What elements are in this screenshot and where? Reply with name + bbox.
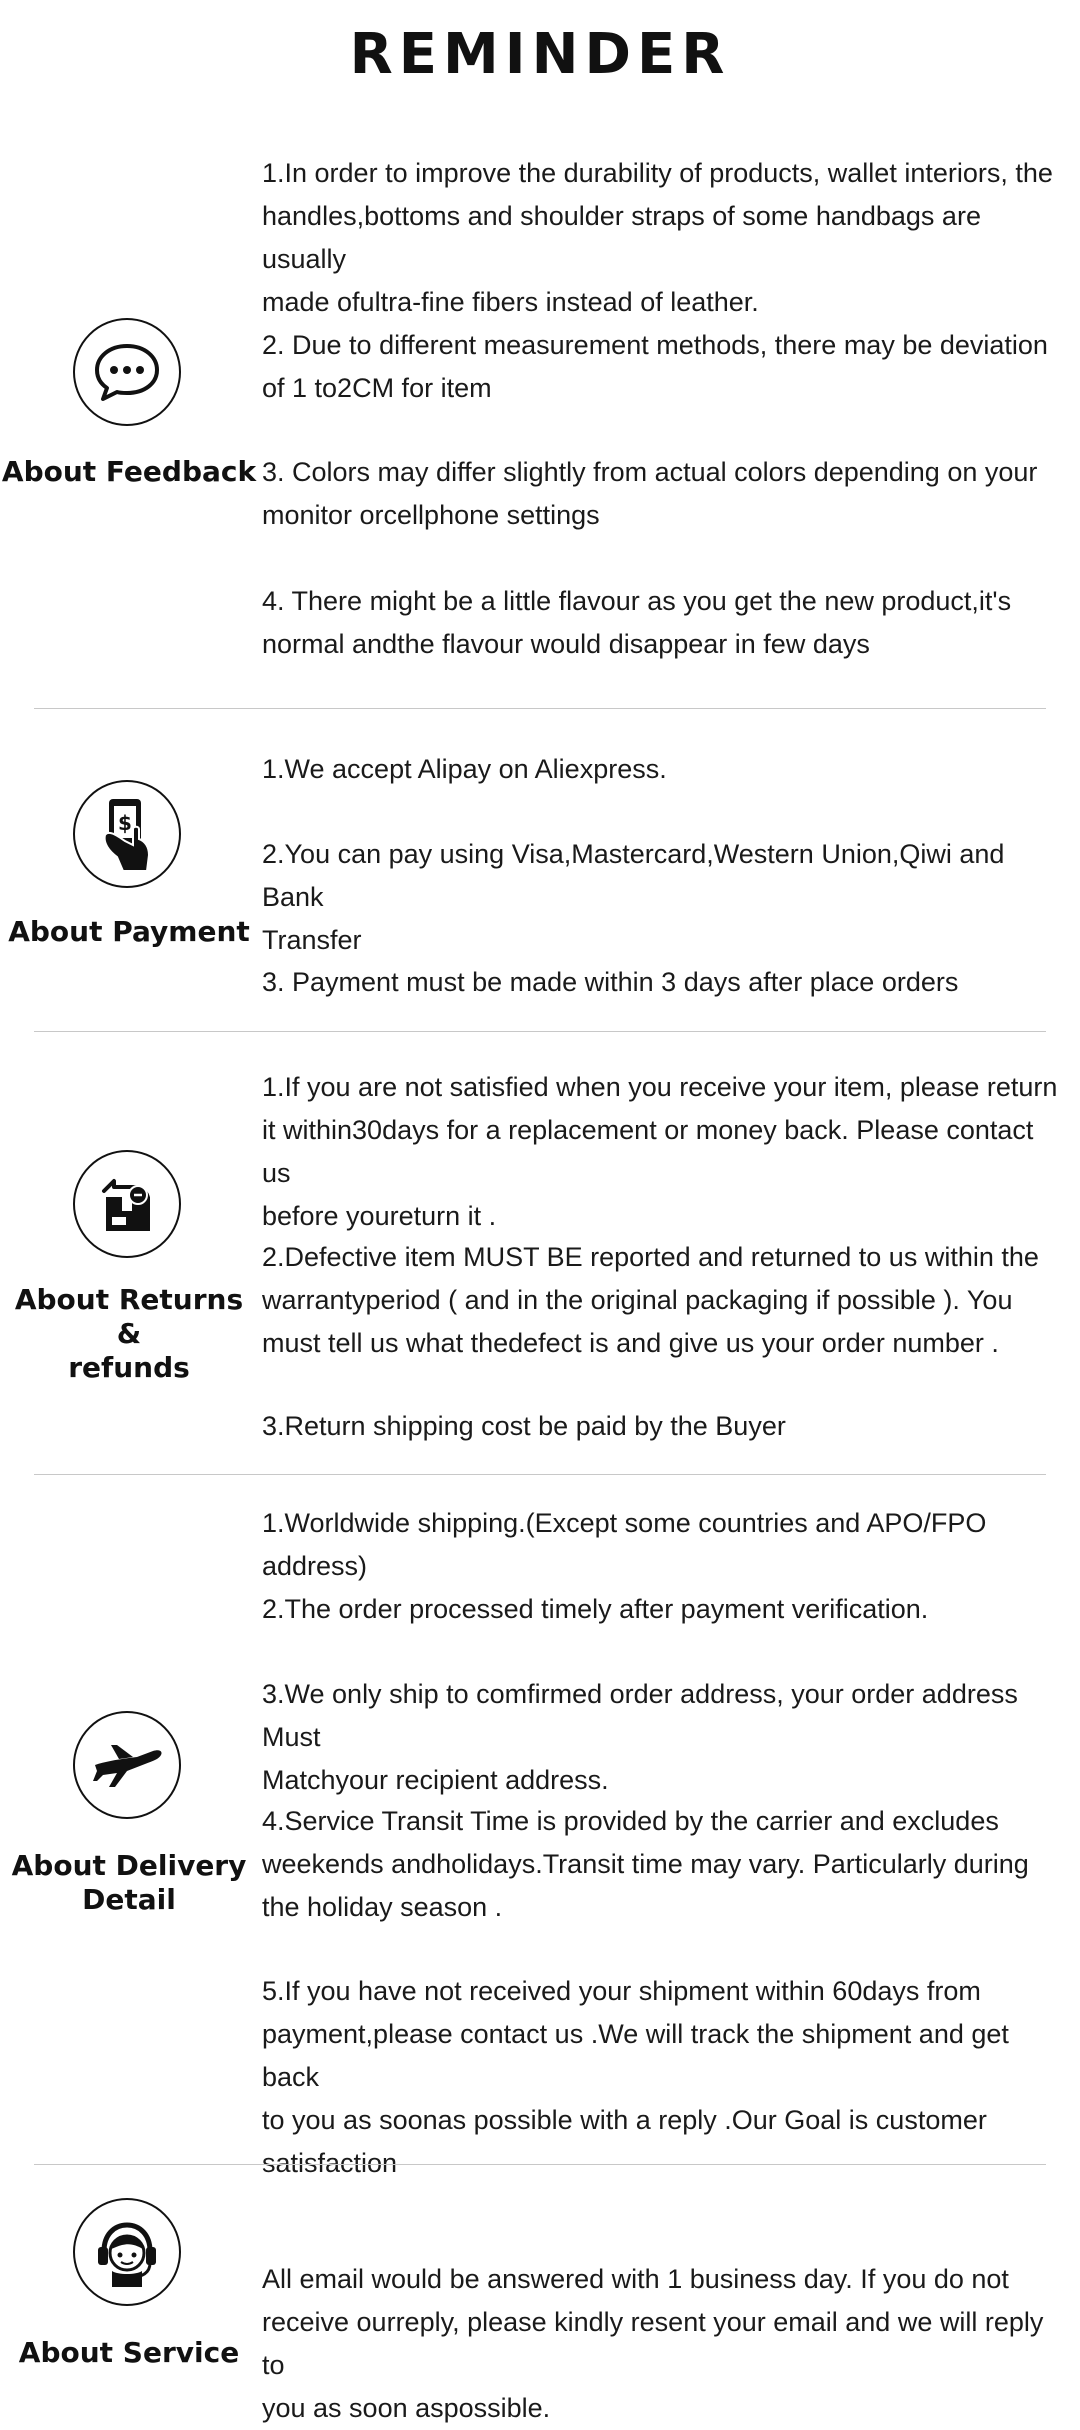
returns-item-1: 1.If you are not satisfied when you receive your item, please return it within30days for a replacement or money back. Please contact us before youreturn it .: [262, 1072, 1058, 1231]
returns-item-2: 2.Defective item MUST BE reported and returned to us within the warrantyperiod ( and in the original packaging if possible ). You must tell us what thedefect is and give us your order number .: [262, 1242, 1039, 1358]
payment-item-3: 3. Payment must be made within 3 days after place orders: [262, 967, 959, 997]
section-label-returns: [0, 1283, 258, 1385]
section-label-returns-line-1: About Returns: [14, 1283, 244, 1316]
payment-item-1: 1.We accept Alipay on Aliexpress.: [262, 754, 667, 784]
delivery-item-5: 5.If you have not received your shipment within 60days from payment,please contact us .We will track the shipment and get back to you as soonas possible with a reply .Our Goal is customer satisfaction: [262, 1976, 1009, 2178]
section-label-returns-line-2: &: [116, 1317, 142, 1350]
section-label-delivery-line-1: About Delivery: [11, 1849, 247, 1882]
delivery-item-4: 4.Service Transit Time is provided by the carrier and excludes weekends andholidays.Transit time may vary. Particularly during the holiday season .: [262, 1806, 1029, 1922]
delivery-item-2: 2.The order processed timely after payment verification.: [262, 1594, 929, 1624]
headset-agent-icon: [73, 2198, 181, 2306]
page-title: REMINDER: [349, 22, 731, 87]
feedback-item-2: 2. Due to different measurement methods, there may be deviation of 1 to2CM for item: [262, 330, 1048, 403]
section-label-returns-line-3: refunds: [68, 1351, 190, 1384]
section-divider: [34, 2164, 1046, 2165]
delivery-item-1: 1.Worldwide shipping.(Except some countries and APO/FPO address): [262, 1508, 987, 1581]
section-divider: [34, 708, 1046, 709]
return-box-icon: [73, 1150, 181, 1258]
section-label-service: About Service: [18, 2336, 240, 2369]
section-label-feedback: About Feedback: [1, 455, 257, 488]
section-label-payment: About Payment: [8, 915, 250, 948]
svg-text:$: $: [118, 811, 132, 835]
payment-item-2: 2.You can pay using Visa,Mastercard,Western Union,Qiwi and Bank Transfer: [262, 839, 1005, 955]
section-label-delivery-line-2: Detail: [82, 1883, 176, 1916]
feedback-item-1: 1.In order to improve the durability of products, wallet interiors, the handles,bottoms and shoulder straps of some handbags are usually made ofultra-fine fibers instead of leather.: [262, 158, 1053, 317]
airplane-icon: [73, 1711, 181, 1819]
feedback-item-4: 4. There might be a little flavour as you get the new product,it's normal andthe flavour would disappear in few days: [262, 586, 1012, 659]
section-divider: [34, 1031, 1046, 1032]
section-divider: [34, 1474, 1046, 1475]
feedback-item-3: 3. Colors may differ slightly from actual colors depending on your monitor orcellphone settings: [262, 457, 1038, 530]
returns-item-3: 3.Return shipping cost be paid by the Buyer: [262, 1411, 786, 1441]
service-item-1: All email would be answered with 1 business day. If you do not receive ourreply, please kindly resent your email and we will reply to you as soon aspossible.: [262, 2264, 1044, 2423]
delivery-item-3: 3.We only ship to comfirmed order address, your order address Must Matchyour recipient address.: [262, 1679, 1018, 1795]
hand-phone-payment-icon: [73, 780, 181, 888]
speech-bubble-icon: [73, 318, 181, 426]
section-label-delivery: [0, 1849, 258, 1917]
